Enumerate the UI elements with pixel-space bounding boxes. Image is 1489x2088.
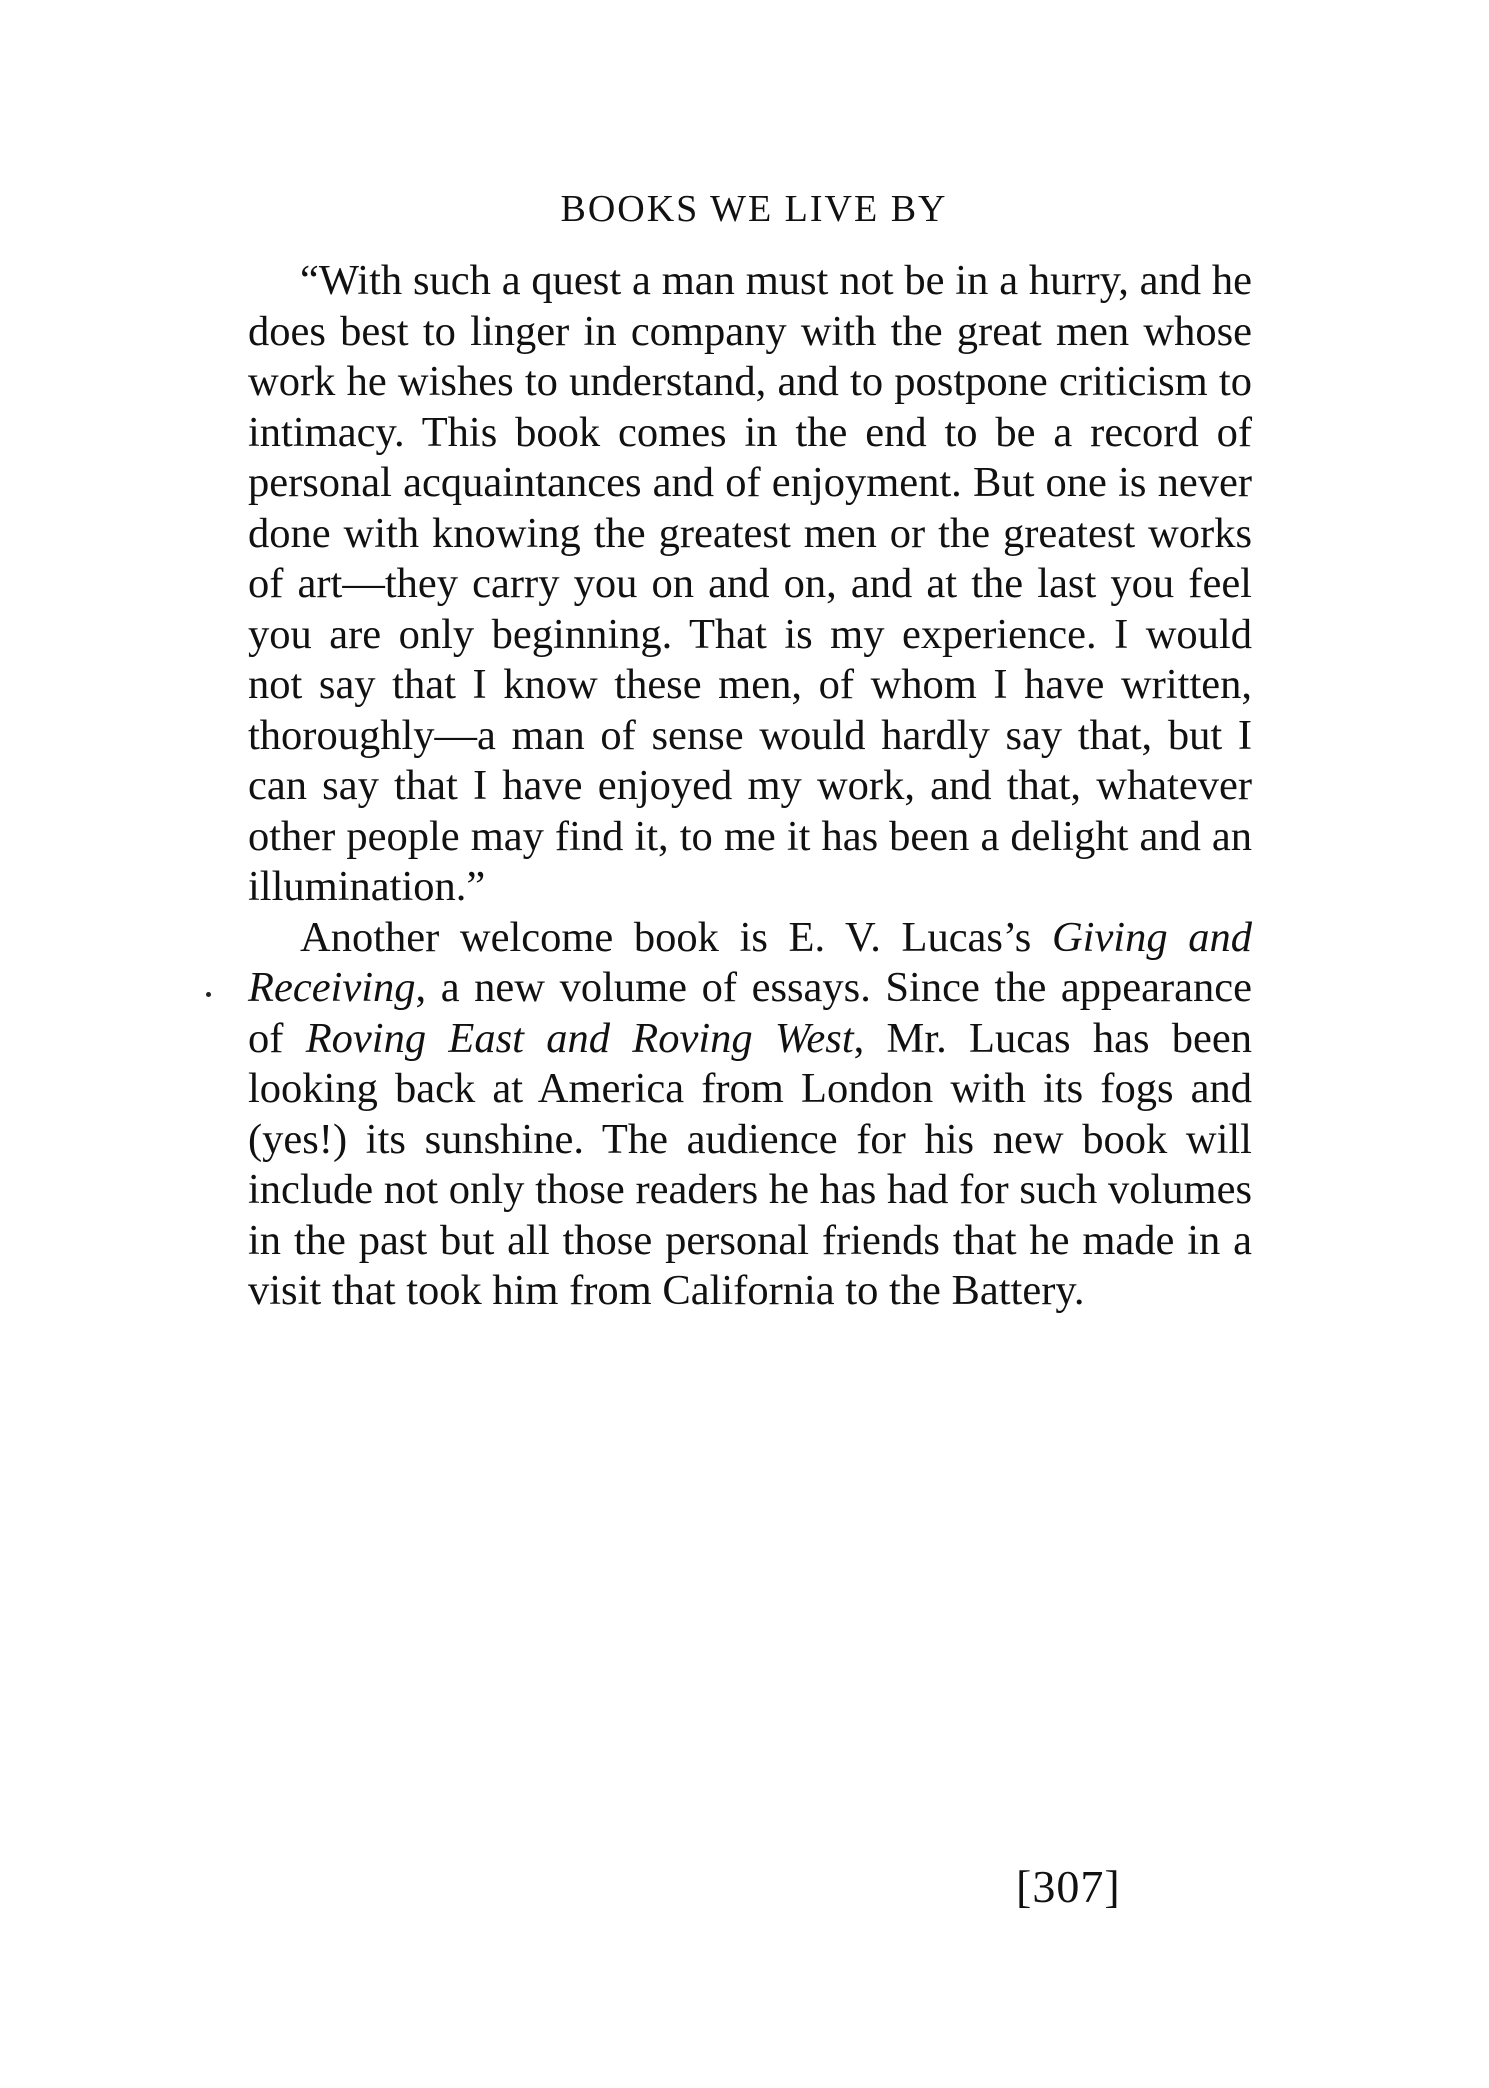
margin-speck [206, 992, 211, 997]
running-head: BOOKS WE LIVE BY [560, 188, 948, 230]
review-paragraph [248, 913, 1252, 1317]
page-body [248, 186, 1252, 1317]
book-title-giving-and-receiving: Giving and Receiving [248, 913, 1252, 1011]
page-number: [307] [1016, 1861, 1121, 1912]
paragraph-text: Another welcome book is E. V. Lucas’s [300, 913, 1052, 961]
paragraph-text: , Mr. Lucas has been looking back at America from London with its fogs and (yes!) its sunshine. The audience for his new book will include not only those readers he has had for such volumes in the past but all those personal friends that he made in a visit that took him from California to the Battery. [248, 1014, 1252, 1314]
quotation-paragraph [248, 256, 1252, 913]
paragraph-text: “With such a quest a man must not be in a hurry, and he does best to linger in company with the great men whose work he wishes to understand, and to postpone criticism to intimacy. This book comes in the end to be a record of personal acquaintances and of enjoyment. But one is never done with knowing the greatest men or the greatest works of art—they carry you on and on, and at the last you feel you are only beginning. That is my experience. I would not say that I know these men, of whom I have written, thoroughly—a man of sense would hardly say that, but I can say that I have enjoyed my work, and that, whatever other people may find it, to me it has been a delight and an illumination.” [248, 257, 1252, 910]
paragraph-text: , a new volume of essays. Since the appearance of [248, 964, 1252, 1062]
book-title-roving-east-and-roving-west: Roving East and Roving West [305, 1014, 854, 1062]
